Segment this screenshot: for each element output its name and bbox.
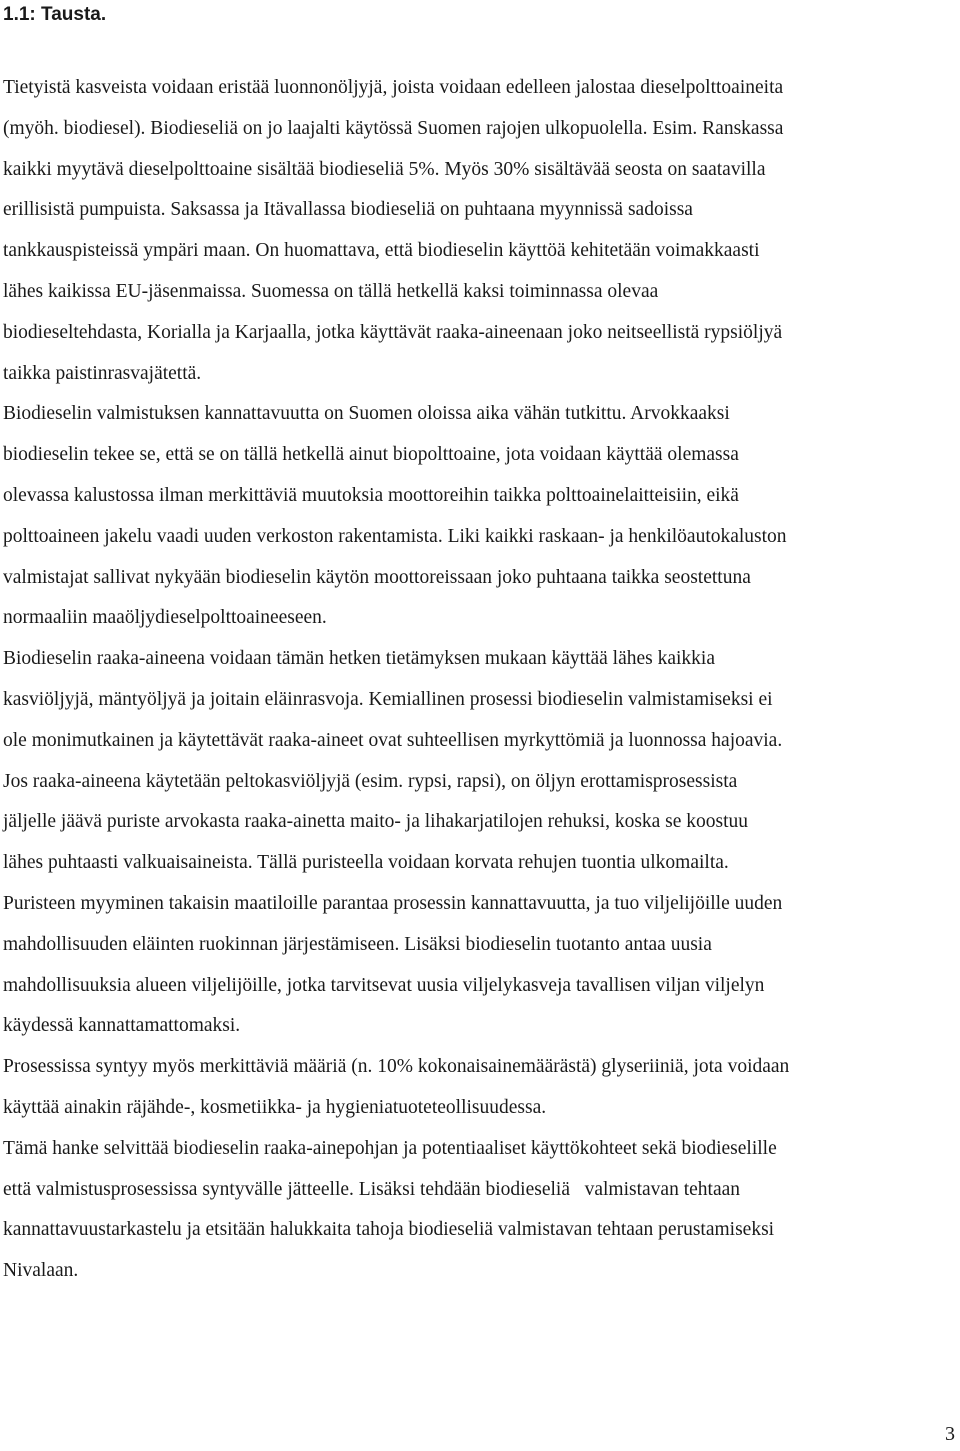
text-line: käyttää ainakin räjähde-, kosmetiikka- ja hygieniatuoteteollisuudessa. xyxy=(3,1096,547,1118)
text-line: mahdollisuuden eläinten ruokinnan järjestämiseen. Lisäksi biodieselin tuotanto antaa uusia xyxy=(3,933,712,955)
text-line: normaaliin maaöljydieselpolttoaineeseen. xyxy=(3,607,327,629)
text-line: että valmistusprosessissa syntyvälle jätteelle. Lisäksi tehdään biodieseliä valmistavan tehtaan xyxy=(3,1178,741,1200)
text-line: olevassa kalustossa ilman merkittäviä muutoksia moottoreihin taikka polttoainelaitteisiin, eikä xyxy=(3,484,739,506)
text-line: erillisistä pumpuista. Saksassa ja Itävallassa biodieseliä on puhtaana myynnissä sadoissa xyxy=(3,199,693,221)
text-line: kaikki myytävä dieselpolttoaine sisältää biodieseliä 5%. Myös 30% sisältävää seosta on saatavilla xyxy=(3,158,766,180)
text-line: kasviöljyjä, mäntyöljyä ja joitain eläinrasvoja. Kemiallinen prosessi biodieselin valmistamiseksi ei xyxy=(3,688,773,710)
section-heading: 1.1: Tausta. xyxy=(3,4,107,25)
text-line: mahdollisuuksia alueen viljelijöille, jotka tarvitsevat uusia viljelykasveja tavallisen viljan viljelyn xyxy=(3,974,765,996)
body-text xyxy=(3,68,959,1292)
text-line: biodieseltehdasta, Korialla ja Karjaalla, jotka käyttävät raaka-aineenaan joko neitseellistä rypsiöljyä xyxy=(3,321,783,343)
text-line: Biodieselin raaka-aineena voidaan tämän hetken tietämyksen mukaan käyttää lähes kaikkia xyxy=(3,648,716,670)
text-line: ole monimutkainen ja käytettävät raaka-aineet ovat suhteellisen myrkyttömiä ja luonnossa hajoavia. xyxy=(3,729,783,751)
text-line: valmistajat sallivat nykyään biodieselin käytön moottoreissaan joko puhtaana taikka seostettuna xyxy=(3,566,751,588)
text-line: (myöh. biodiesel). Biodieseliä on jo laajalti käytössä Suomen rajojen ulkopuolella. Esim. Ranskassa xyxy=(3,117,784,139)
text-line: polttoaineen jakelu vaadi uuden verkoston rakentamista. Liki kaikki raskaan- ja henkilöautokaluston xyxy=(3,525,787,547)
text-line: lähes puhtaasti valkuaisaineista. Tällä puristeella voidaan korvata rehujen tuontia ulkomailta. xyxy=(3,852,729,874)
text-line: lähes kaikissa EU-jäsenmaissa. Suomessa on tällä hetkellä kaksi toiminnassa olevaa xyxy=(3,280,659,302)
text-line: biodieselin tekee se, että se on tällä hetkellä ainut biopolttoaine, jota voidaan käyttää olemassa xyxy=(3,444,739,466)
paragraph-background xyxy=(3,68,959,394)
text-line: Jos raaka-aineena käytetään peltokasviöljyjä (esim. rypsi, rapsi), on öljyn erottamisprosessista xyxy=(3,770,738,792)
text-line: jäljelle jäävä puriste arvokasta raaka-ainetta maito- ja lihakarjatilojen rehuksi, koska se koostuu xyxy=(3,811,749,833)
text-line: Prosessissa syntyy myös merkittäviä määriä (n. 10% kokonaisainemäärästä) glyseriiniä, jota voidaan xyxy=(3,1056,790,1078)
text-line: kannattavuustarkastelu ja etsitään halukkaita tahoja biodieseliä valmistavan tehtaan perustamiseksi xyxy=(3,1219,775,1241)
paragraph-glycerin xyxy=(3,1047,959,1129)
text-line: käydessä kannattamattomaksi. xyxy=(3,1015,241,1037)
page-number: 3 xyxy=(945,1423,955,1445)
paragraph-raw-materials xyxy=(3,639,959,1047)
text-line: Biodieselin valmistuksen kannattavuutta on Suomen oloissa aika vähän tutkittu. Arvokkaaksi xyxy=(3,403,730,425)
text-line: Tietyistä kasveista voidaan eristää luonnonöljyjä, joista voidaan edelleen jalostaa dieselpolttoaineita xyxy=(3,77,784,98)
text-line: tankkauspisteissä ympäri maan. On huomattava, että biodieselin käyttöä kehitetään voimakkaasti xyxy=(3,240,760,262)
text-line: taikka paistinrasvajätettä. xyxy=(3,362,202,384)
text-line: Puristeen myyminen takaisin maatiloille parantaa prosessin kannattavuutta, ja tuo viljelijöille uuden xyxy=(3,892,783,914)
paragraph-project xyxy=(3,1129,959,1292)
text-line: Tämä hanke selvittää biodieselin raaka-ainepohjan ja potentiaaliset käyttökohteet sekä biodieselille xyxy=(3,1137,777,1159)
text-line: Nivalaan. xyxy=(3,1260,79,1282)
paragraph-profitability xyxy=(3,394,959,639)
